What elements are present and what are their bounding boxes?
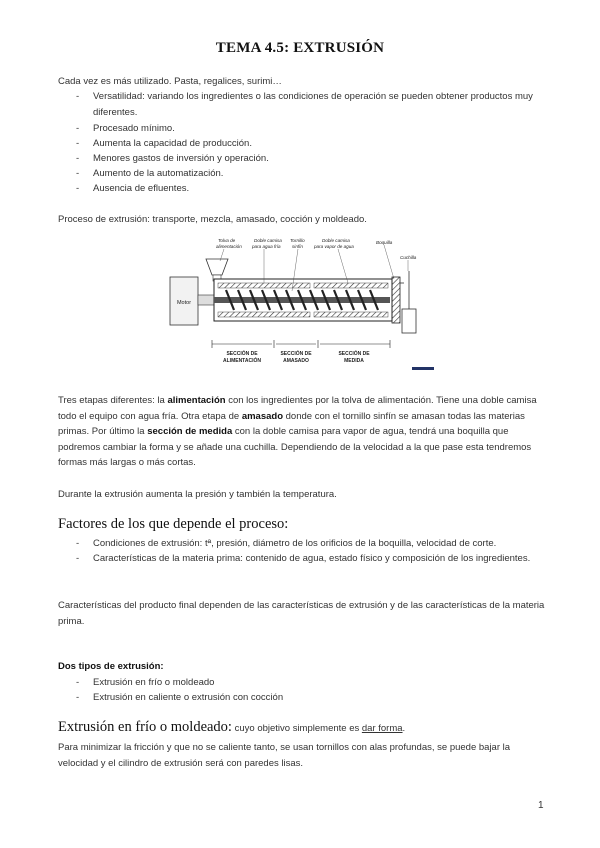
list-item: - Extrusión en caliente o extrusión con cocción bbox=[76, 690, 546, 706]
label-camisa-fria: Doble camisa bbox=[254, 238, 282, 243]
underlined-dar-forma: dar forma bbox=[361, 723, 403, 734]
list-item-text: Ausencia de efluentes. bbox=[93, 183, 190, 194]
label-tolva: Tolva de bbox=[218, 238, 236, 243]
label-cuchilla: Cuchilla bbox=[400, 255, 417, 260]
types-heading: Dos tipos de extrusión: bbox=[58, 661, 164, 672]
list-item: - Extrusión en frío o moldeado bbox=[76, 675, 546, 691]
list-item-text: Características de la materia prima: contenido de agua, estado físico y composición de los ingredientes. bbox=[93, 553, 531, 564]
label-tornillo-2: sinfín bbox=[292, 244, 303, 249]
label-boquilla: Boquilla bbox=[376, 240, 393, 245]
die-plate bbox=[392, 277, 400, 323]
label-tolva-2: alimentación bbox=[216, 244, 242, 249]
extruder-diagram bbox=[168, 231, 438, 373]
list-item: - Aumenta la capacidad de producción. bbox=[76, 136, 546, 152]
three-stages-paragraph: Tres etapas diferentes: la alimentación con los ingredientes por la tolva de alimentación. Tiene una doble camisa todo el equipo con agua fría. Otra etapa de amasado donde con el tornillo sinfín se amasan todas las materias primas. Por último la sección de medida con la doble camisa para vapor de agua, tendrá una boquilla que podremos cambiar la forma y se añade una cuchilla. Dependiendo de la velocidad a la que pase esta tendremos formas más largas o más cortas. bbox=[58, 395, 537, 468]
label-seccion-amasado: SECCIÓN DE bbox=[280, 351, 312, 357]
bold-amasado: amasado bbox=[241, 410, 283, 422]
final-product-paragraph: Características del producto final dependen de las características de extrusión y de las características de la materia prima. bbox=[58, 600, 545, 627]
list-item-text: Versatilidad: variando los ingredientes o las condiciones de operación se pueden obtener productos muy diferentes. bbox=[93, 91, 533, 118]
label-seccion-amasado-2: AMASADO bbox=[283, 358, 309, 364]
list-item-text: Aumento de la automatización. bbox=[93, 168, 224, 179]
label-seccion-alimentacion-2: ALIMENTACIÓN bbox=[223, 358, 261, 364]
shaft bbox=[198, 295, 214, 305]
cold-jacket-bottom bbox=[218, 312, 310, 317]
label-camisa-vapor: Doble camisa bbox=[322, 238, 350, 243]
pressure-paragraph: Durante la extrusión aumenta la presión y también la temperatura. bbox=[58, 489, 337, 500]
cold-extrusion-heading: Extrusión en frío o moldeado: cuyo objetivo simplemente es dar forma. bbox=[58, 719, 406, 735]
label-tornillo: Tornillo bbox=[290, 238, 305, 243]
bold-alimentacion: alimentación bbox=[167, 395, 226, 406]
list-item-text: Condiciones de extrusión: tª, presión, diámetro de los orificios de la boquilla, velocidad de corte. bbox=[93, 538, 497, 549]
list-item: - Condiciones de extrusión: tª, presión, diámetro de los orificios de la boquilla, velocidad de corte. bbox=[76, 536, 546, 552]
list-item-text: Aumenta la capacidad de producción. bbox=[93, 138, 252, 149]
label-camisa-fria-2: para agua fría bbox=[252, 244, 281, 249]
bold-seccion-medida: sección de medida bbox=[147, 426, 233, 437]
list-item-text: Extrusión en frío o moldeado bbox=[93, 677, 215, 688]
process-paragraph: Proceso de extrusión: transporte, mezcla, amasado, cocción y moldeado. bbox=[58, 214, 367, 225]
hopper bbox=[206, 259, 228, 275]
list-item: - Versatilidad: variando los ingredientes o las condiciones de operación se pueden obtener productos muy diferentes. bbox=[76, 89, 546, 120]
intro-paragraph: Cada vez es más utilizado. Pasta, regalices, surimi… bbox=[58, 76, 282, 87]
factors-heading: Factores de los que depende el proceso: bbox=[58, 516, 289, 532]
section-arrows bbox=[212, 340, 390, 348]
cold-jacket-top bbox=[218, 283, 310, 288]
steam-jacket-top bbox=[314, 283, 388, 288]
cutter-motor bbox=[402, 309, 416, 333]
list-item: - Procesado mínimo. bbox=[76, 121, 546, 137]
list-item: - Ausencia de efluentes. bbox=[76, 181, 546, 197]
list-item: - Aumento de la automatización. bbox=[76, 166, 546, 182]
page-number: 1 bbox=[538, 800, 544, 811]
steam-jacket-bottom bbox=[314, 312, 388, 317]
list-item-text: Extrusión en caliente o extrusión con cocción bbox=[93, 692, 284, 703]
label-seccion-medida-2: MEDIDA bbox=[344, 358, 364, 364]
list-item-text: Procesado mínimo. bbox=[93, 123, 175, 134]
list-item: - Características de la materia prima: contenido de agua, estado físico y composición de los ingredientes. bbox=[76, 551, 546, 567]
motor-label: Motor bbox=[176, 300, 192, 306]
scan-mark bbox=[412, 367, 434, 370]
cold-extrusion-paragraph: Para minimizar la fricción y que no se caliente tanto, se usan tornillos con alas profundas, se puede bajar la velocidad y el cilindro de extrusión será con paredes lisas. bbox=[58, 742, 511, 769]
list-item: - Menores gastos de inversión y operación. bbox=[76, 151, 546, 167]
label-camisa-vapor-2: para vapor de agua bbox=[314, 244, 354, 249]
label-seccion-medida: SECCIÓN DE bbox=[338, 351, 370, 357]
page-title: TEMA 4.5: EXTRUSIÓN bbox=[215, 40, 385, 56]
label-seccion-alimentacion: SECCIÓN DE bbox=[226, 351, 258, 357]
list-item-text: Menores gastos de inversión y operación. bbox=[93, 153, 269, 164]
